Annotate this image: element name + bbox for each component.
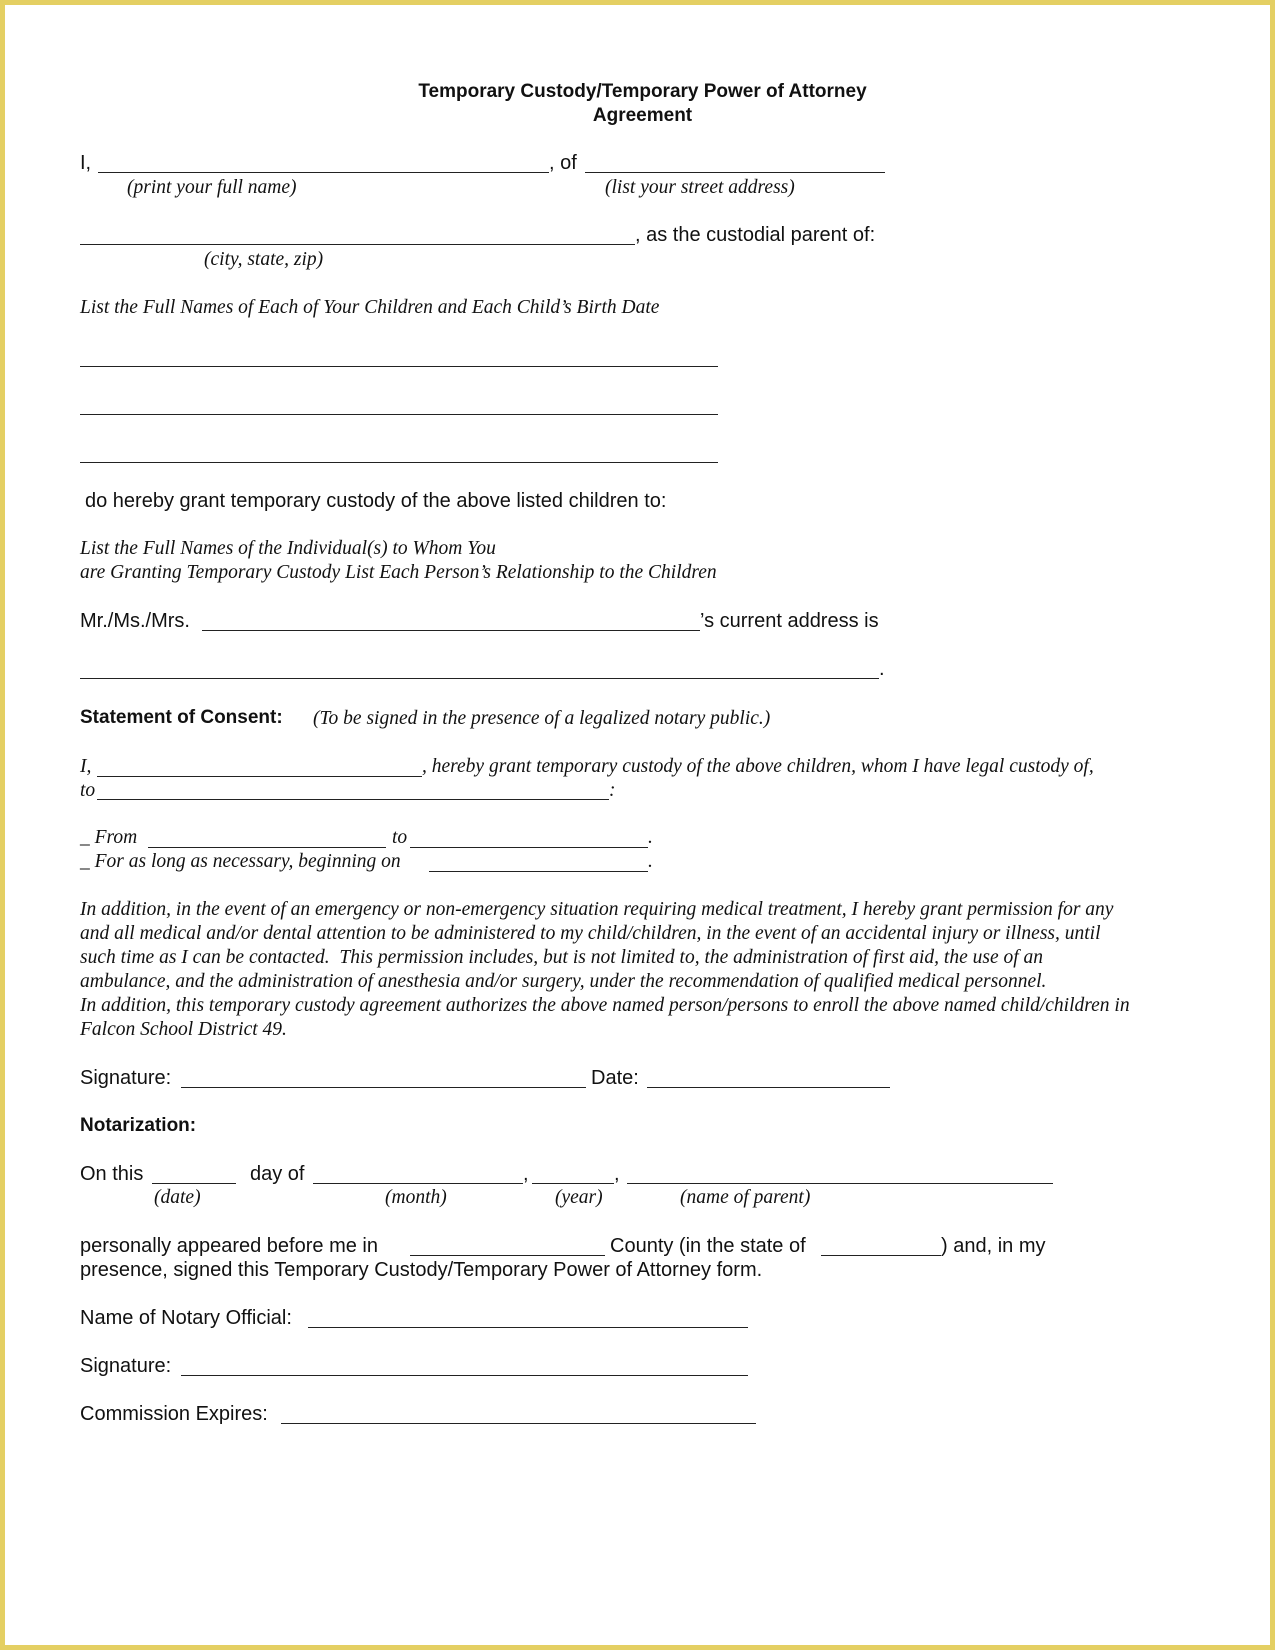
child-entry-field-1[interactable] bbox=[80, 366, 718, 367]
mr-ms-mrs-prefix: Mr./Ms./Mrs. bbox=[80, 610, 190, 632]
individuals-instruction-line2: are Granting Temporary Custody List Each Person’s Relationship to the Children bbox=[80, 562, 717, 583]
hint-month: (month) bbox=[385, 1187, 447, 1208]
hint-year: (year) bbox=[555, 1187, 603, 1208]
medical-paragraph-line: such time as I can be contacted. This permission includes, but is not limited to, the administration of first aid, the use of an bbox=[80, 947, 1044, 968]
medical-paragraph-line: Falcon School District 49. bbox=[80, 1019, 287, 1040]
intro-of-text: , of bbox=[549, 152, 577, 174]
county-text: County (in the state of bbox=[610, 1235, 806, 1257]
document-title: Temporary Custody/Temporary Power of Attorney bbox=[418, 81, 867, 102]
beginning-date-field[interactable] bbox=[429, 871, 648, 872]
notary-month-field[interactable] bbox=[313, 1183, 523, 1184]
state-field[interactable] bbox=[821, 1255, 941, 1256]
county-field[interactable] bbox=[410, 1255, 605, 1256]
on-this-text: On this bbox=[80, 1163, 144, 1185]
from-date-field[interactable] bbox=[148, 847, 386, 848]
custodian-address-field[interactable] bbox=[80, 678, 879, 679]
notary-official-name-field[interactable] bbox=[308, 1327, 748, 1328]
consent-colon: : bbox=[609, 780, 616, 801]
notarization-heading: Notarization: bbox=[80, 1115, 197, 1136]
to-date-field[interactable] bbox=[410, 847, 648, 848]
full-name-field[interactable] bbox=[98, 172, 549, 173]
presence-signed-text: presence, signed this Temporary Custody/Temporary Power of Attorney form. bbox=[80, 1259, 763, 1281]
consent-name-field[interactable] bbox=[97, 776, 422, 777]
parent-name-field[interactable] bbox=[627, 1183, 1053, 1184]
from-period: . bbox=[648, 827, 653, 848]
notary-signature-label: Signature: bbox=[80, 1355, 172, 1377]
comma-two: , bbox=[614, 1163, 620, 1185]
address-period: . bbox=[879, 658, 885, 680]
hint-date: (date) bbox=[154, 1187, 201, 1208]
appeared-before-text: personally appeared before me in bbox=[80, 1235, 378, 1257]
notary-official-label: Name of Notary Official: bbox=[80, 1307, 292, 1329]
hint-street-address: (list your street address) bbox=[605, 177, 795, 198]
medical-paragraph-line: In addition, this temporary custody agreement authorizes the above named person/persons to enroll the above named child/children in bbox=[80, 995, 1130, 1016]
custodian-name-field[interactable] bbox=[202, 630, 700, 631]
notary-year-field[interactable] bbox=[532, 1183, 614, 1184]
notary-day-field[interactable] bbox=[152, 1183, 236, 1184]
as-long-as-necessary-option: _ For as long as necessary, beginning on bbox=[80, 851, 401, 872]
document-title-line2: Agreement bbox=[592, 105, 693, 126]
day-of-text: day of bbox=[250, 1163, 305, 1185]
parent-signature-label: Signature: bbox=[80, 1067, 172, 1089]
consent-recipient-field[interactable] bbox=[97, 799, 609, 800]
from-option: _ From bbox=[80, 827, 138, 848]
child-entry-field-3[interactable] bbox=[80, 462, 718, 463]
consent-i-prefix: I, bbox=[80, 756, 92, 777]
from-to-word: to bbox=[392, 827, 408, 848]
street-address-field[interactable] bbox=[585, 172, 885, 173]
hint-city-state-zip: (city, state, zip) bbox=[204, 249, 324, 270]
current-address-text: ’s current address is bbox=[700, 610, 879, 632]
consent-heading: Statement of Consent: bbox=[80, 707, 283, 728]
medical-paragraph-line: ambulance, and the administration of anesthesia and/or surgery, under the recommendation of qualified medical personnel. bbox=[80, 971, 1047, 992]
medical-paragraph-line: and all medical and/or dental attention to be administered to my child/children, in the event of an accidental injury or illness, until bbox=[80, 923, 1101, 944]
intro-i-prefix: I, bbox=[80, 152, 92, 174]
hint-full-name: (print your full name) bbox=[127, 177, 297, 198]
and-in-my-text: ) and, in my bbox=[941, 1235, 1046, 1257]
hint-name-of-parent: (name of parent) bbox=[680, 1187, 811, 1208]
parent-signature-field[interactable] bbox=[181, 1087, 586, 1088]
notary-signature-field[interactable] bbox=[181, 1375, 748, 1376]
commission-expires-field[interactable] bbox=[281, 1423, 756, 1424]
consent-grant-text: , hereby grant temporary custody of the above children, whom I have legal custody of, bbox=[422, 756, 1094, 777]
date-label: Date: bbox=[591, 1067, 639, 1089]
comma-one: , bbox=[523, 1163, 529, 1185]
medical-paragraph-line: In addition, in the event of an emergency or non-emergency situation requiring medical treatment, I hereby grant permission for any bbox=[80, 899, 1114, 920]
long-period: . bbox=[648, 851, 653, 872]
city-state-zip-field[interactable] bbox=[80, 244, 635, 245]
signature-date-field[interactable] bbox=[647, 1087, 890, 1088]
commission-expires-label: Commission Expires: bbox=[80, 1403, 268, 1425]
grant-custody-text: do hereby grant temporary custody of the above listed children to: bbox=[85, 490, 667, 512]
consent-to-prefix: to bbox=[80, 780, 96, 801]
child-entry-field-2[interactable] bbox=[80, 414, 718, 415]
individuals-instruction-line1: List the Full Names of the Individual(s) to Whom You bbox=[80, 538, 496, 559]
custodial-parent-text: , as the custodial parent of: bbox=[635, 224, 876, 246]
consent-heading-note: (To be signed in the presence of a legalized notary public.) bbox=[313, 708, 771, 729]
children-instruction: List the Full Names of Each of Your Children and Each Child’s Birth Date bbox=[80, 297, 660, 318]
